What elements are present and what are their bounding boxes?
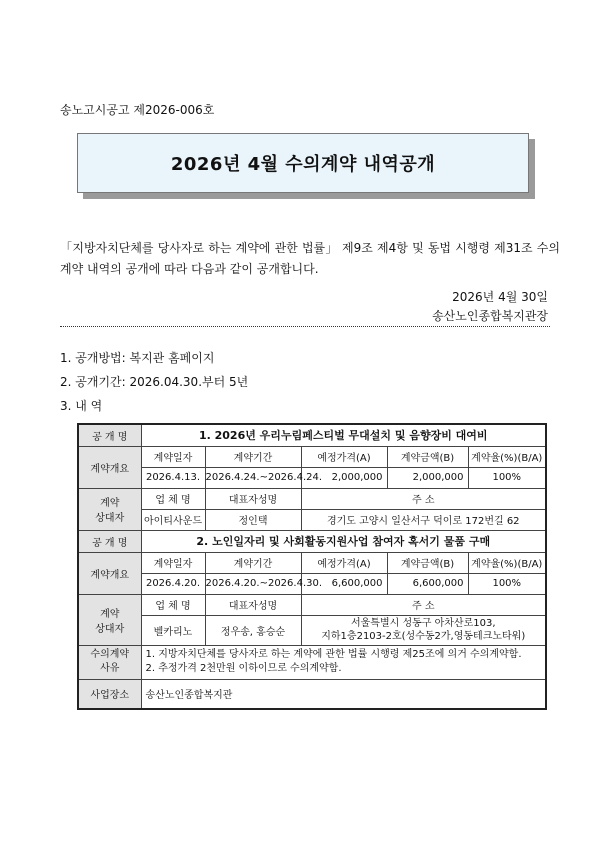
subject-label: 공 개 명 xyxy=(78,530,141,552)
list-item-period: 2. 공개기간: 2026.04.30.부터 5년 xyxy=(60,375,249,389)
reason-text: 1. 지방자치단체를 당사자로 하는 계약에 관한 법률 시행령 제25조에 의거 수의계약함. 2. 추정가격 2천만원 이하이므로 수의계약함. xyxy=(141,645,546,679)
contract-party-label: 계약 상대자 xyxy=(78,488,141,530)
contract-summary-label: 계약개요 xyxy=(78,446,141,488)
document-title: 2026년 4월 수의계약 내역공개 xyxy=(170,154,436,175)
contract-2-rate: 100% xyxy=(468,573,546,594)
contract-summary-label: 계약개요 xyxy=(78,552,141,594)
contract-1-period: 2026.4.24.~2026.4.24. xyxy=(205,467,301,488)
contract-2-rep: 정우송, 홍승순 xyxy=(205,615,301,645)
notice-number: 송노고시공고 제2026-006호 xyxy=(60,103,215,117)
contract-period-header: 계약기간 xyxy=(205,446,301,467)
contract-1-amount: 2,000,000 xyxy=(387,467,468,488)
dotted-divider xyxy=(60,326,550,327)
contract-1-rep: 정인택 xyxy=(205,509,301,530)
contract-1-address: 경기도 고양시 일산서구 덕이로 172번길 62 xyxy=(301,509,546,530)
contract-2-name: 2. 노인일자리 및 사회활동지원사업 참여자 혹서기 물품 구매 xyxy=(141,530,546,552)
estimated-price-header: 예정가격(A) xyxy=(301,552,387,573)
company-header: 업 체 명 xyxy=(141,594,205,615)
contract-date-header: 계약일자 xyxy=(141,552,205,573)
contract-table xyxy=(77,423,547,710)
location-label: 사업장소 xyxy=(78,679,141,709)
contract-1-name: 1. 2026년 우리누림페스티벌 무대설치 및 음향장비 대여비 xyxy=(141,424,546,446)
intro-paragraph: 「지방자치단체를 당사자로 하는 계약에 관한 법률」 제9조 제4항 및 동법 시행령 제31조 수의계약 내역의 공개에 따라 다음과 같이 공개합니다. xyxy=(60,241,560,276)
contract-1-date: 2026.4.13. xyxy=(141,467,205,488)
list-item-method: 1. 공개방법: 복지관 홈페이지 xyxy=(60,351,215,365)
contract-amount-header: 계약금액(B) xyxy=(387,446,468,467)
contract-rate-header: 계약율(%)(B/A) xyxy=(468,446,546,467)
contract-1-company: 아이티사운드 xyxy=(141,509,205,530)
list-item-details: 3. 내 역 xyxy=(60,399,103,413)
representative-header: 대표자성명 xyxy=(205,594,301,615)
contract-date-header: 계약일자 xyxy=(141,446,205,467)
contract-2-period: 2026.4.20.~2026.4.30. xyxy=(205,573,301,594)
contract-1-rate: 100% xyxy=(468,467,546,488)
contract-amount-header: 계약금액(B) xyxy=(387,552,468,573)
issue-date: 2026년 4월 30일 xyxy=(452,290,548,304)
contract-2-estimated: 6,600,000 xyxy=(301,573,387,594)
title-box xyxy=(77,133,529,193)
contract-period-header: 계약기간 xyxy=(205,552,301,573)
reason-label: 수의계약 사유 xyxy=(78,645,141,679)
contract-party-label: 계약 상대자 xyxy=(78,594,141,645)
contract-2-amount: 6,600,000 xyxy=(387,573,468,594)
issuer-name: 송산노인종합복지관장 xyxy=(432,309,548,323)
subject-label: 공 개 명 xyxy=(78,424,141,446)
contract-rate-header: 계약율(%)(B/A) xyxy=(468,552,546,573)
representative-header: 대표자성명 xyxy=(205,488,301,509)
contract-2-address: 서울특별시 성동구 아차산로103, 지하1층2103-2호(성수동2가,영동테크노타워) xyxy=(301,615,546,645)
address-header: 주 소 xyxy=(301,594,546,615)
address-header: 주 소 xyxy=(301,488,546,509)
location-value: 송산노인종합복지관 xyxy=(141,679,546,709)
contract-2-date: 2026.4.20. xyxy=(141,573,205,594)
contract-1-estimated: 2,000,000 xyxy=(301,467,387,488)
company-header: 업 체 명 xyxy=(141,488,205,509)
contract-2-company: 벨카리노 xyxy=(141,615,205,645)
estimated-price-header: 예정가격(A) xyxy=(301,446,387,467)
